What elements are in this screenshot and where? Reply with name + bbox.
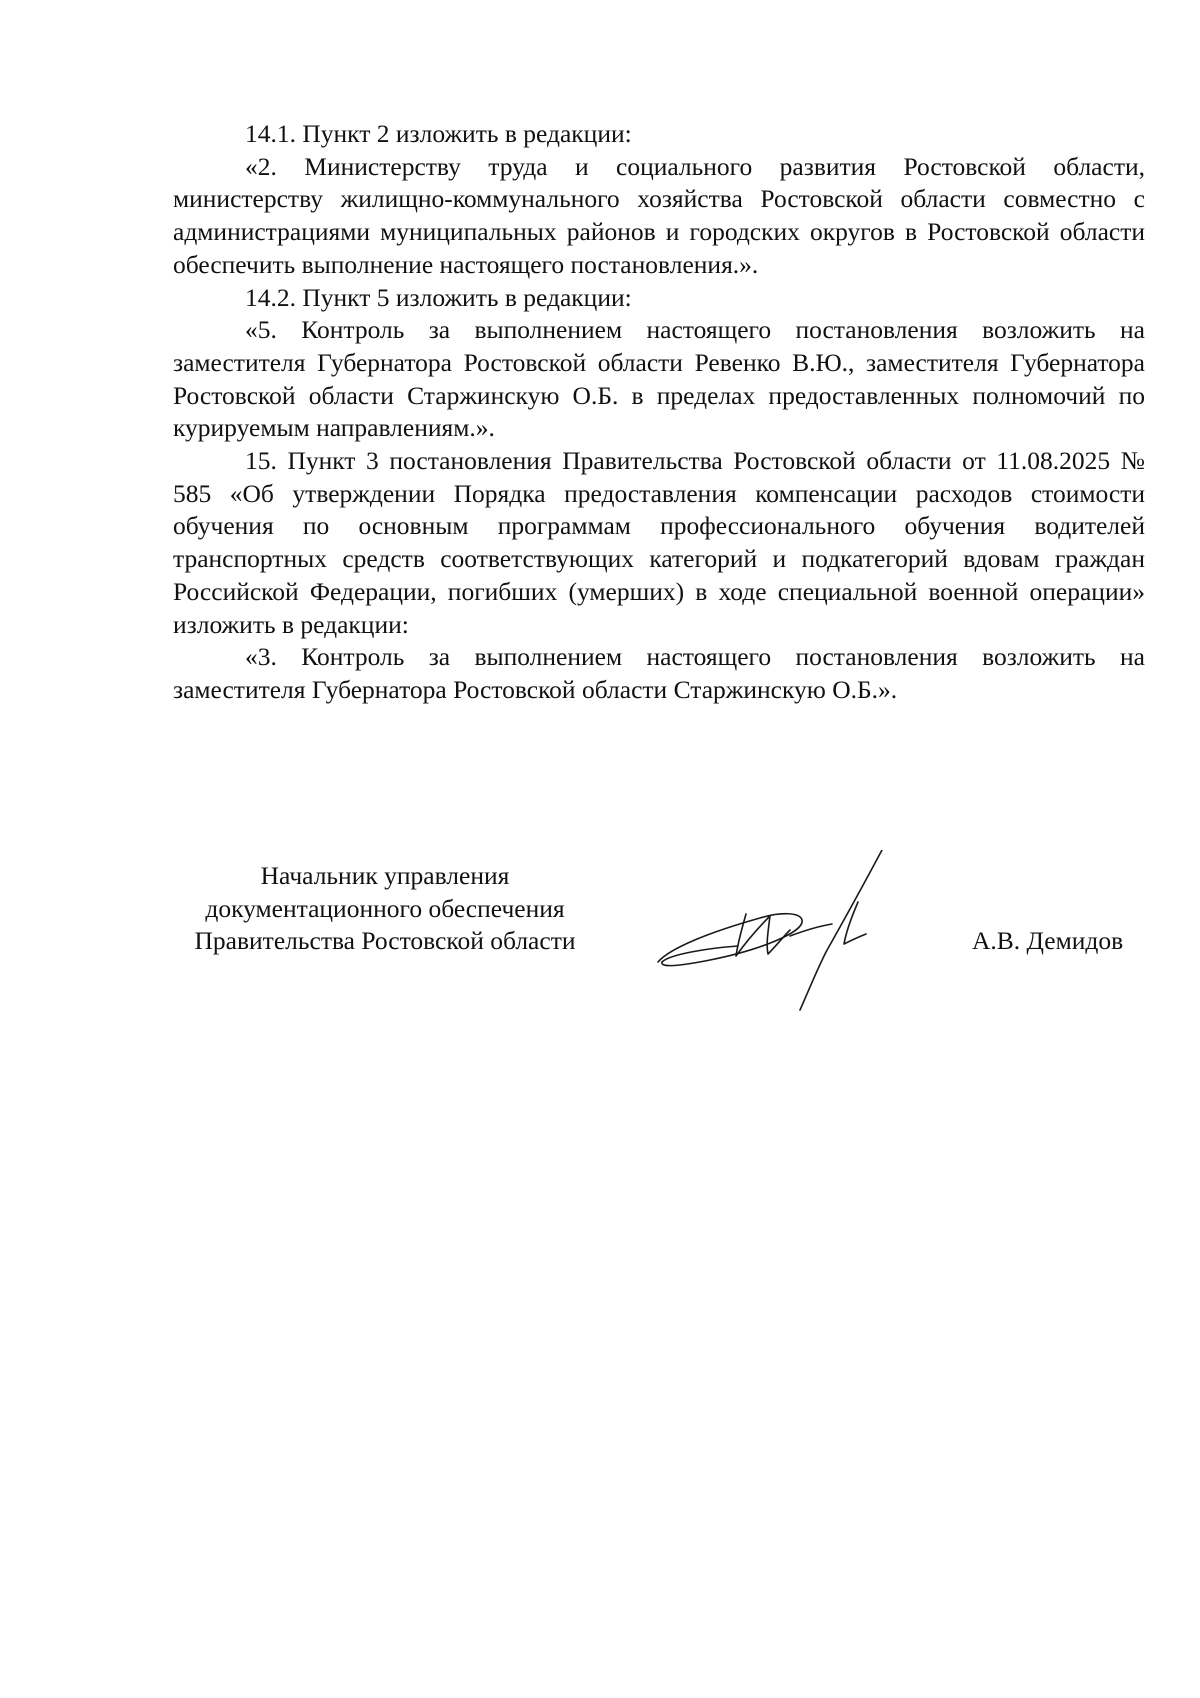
paragraph-14-1-text: «2. Министерству труда и социального развития Ростовской области, министерству жилищно-коммунального хозяйства Ростовской области совместно с администрациями муниципальных районов и городских округов в Ростовской области обеспечить выполнение настоящего постановления.». (173, 151, 1145, 279)
paragraph-14-2: 14.2. Пункт 5 изложить в редакции: (245, 282, 632, 312)
signature-block (0, 860, 1200, 1020)
paragraph-14-2-text: «5. Контроль за выполнением настоящего постановления возложить на заместителя Губернатора Ростовской области Ревенко В.Ю., заместителя Губернатора Ростовской области Старжинскую О.Б. в пределах предоставленных полномочий по курируемым направлениям.». (173, 315, 1145, 443)
signatory-name: А.В. Демидов (972, 926, 1124, 955)
handwritten-signature (650, 850, 930, 1025)
signatory-position-line: документационного обеспечения (205, 893, 565, 923)
paragraph-14-1: 14.1. Пункт 2 изложить в редакции: (245, 119, 632, 148)
signatory-position (160, 860, 610, 958)
signatory-position-line: Начальник управления (260, 861, 510, 890)
document-body (173, 118, 1145, 707)
paragraph-15-text: «3. Контроль за выполнением настоящего постановления возложить на заместителя Губернатора Ростовской области Старжинскую О.Б.». (173, 642, 1145, 704)
signatory-position-line: Правительства Ростовской области (194, 926, 576, 956)
paragraph-15: 15. Пункт 3 постановления Правительства Ростовской области от 11.08.2025 № 585 «Об утверждении Порядка предоставления компенсации расходов стоимости обучения по основным программам профессионального обучения водителей транспортных средств соответствующих категорий и подкатегорий вдовам граждан Российской Федерации, погибших (умерших) в ходе специальной военной операции» изложить в редакции: (173, 446, 1145, 639)
